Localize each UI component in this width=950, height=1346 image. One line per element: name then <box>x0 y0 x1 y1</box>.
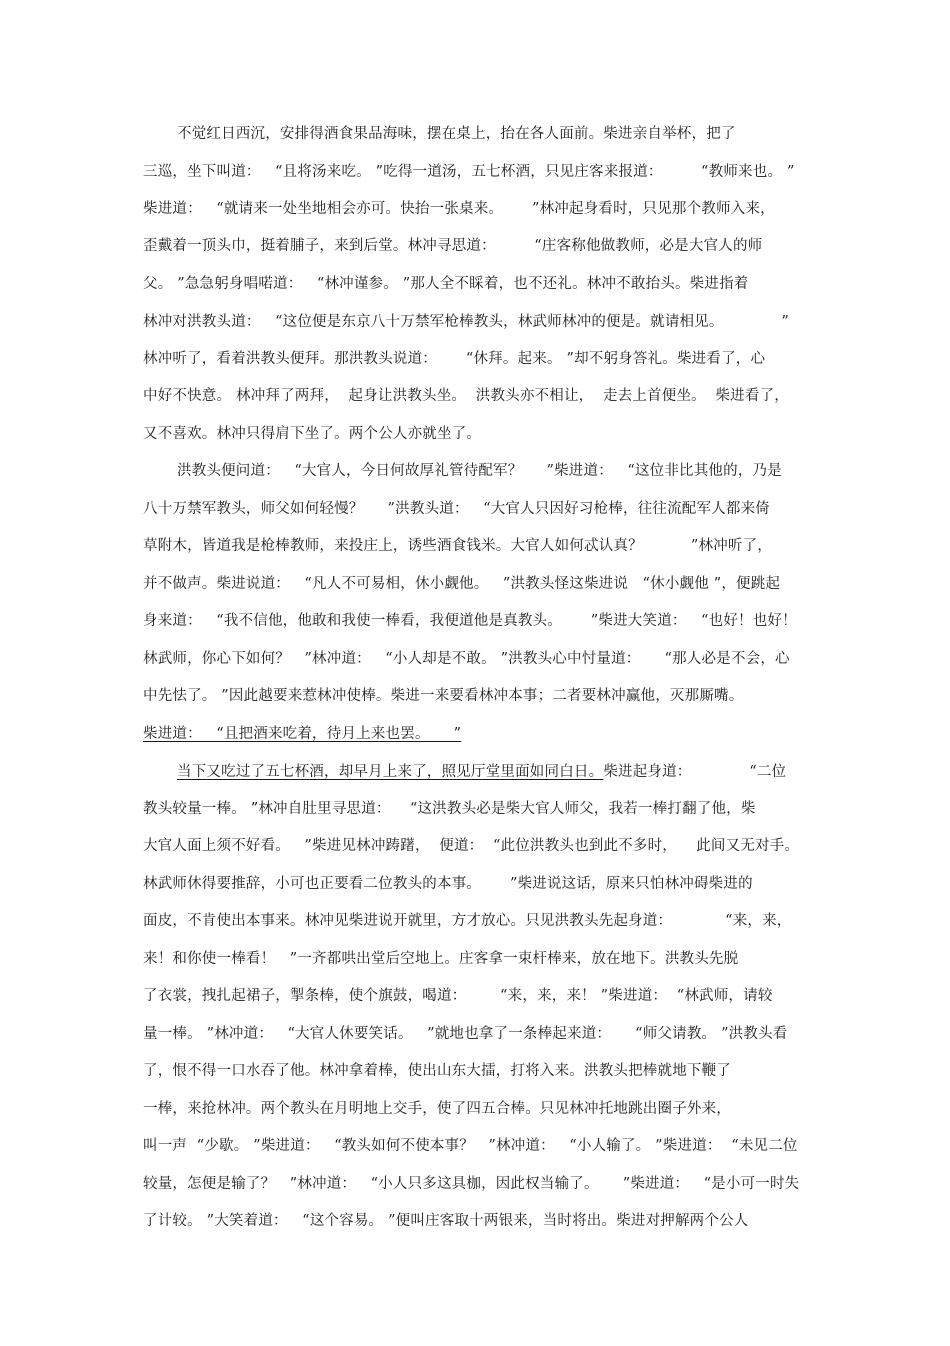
underlined-span: 当下又吃过了五七杯酒，却早月上来了，照见厅堂里面如同白日。 <box>177 764 604 780</box>
text-line: 身来道： “我不信他，他敢和我使一棒看，我便道他是真教头。 ”柴进大笑道： “也好！也好！ <box>143 613 797 629</box>
text-line: 洪教头便问道： “大官人，今日何故厚礼管待配军？ ”柴进道： “这位非比其他的，乃是 <box>177 463 782 479</box>
text-line: 林武师，你心下如何？ ”林冲道： “小人却是不敢。 ”洪教头心中忖量道： “那人必是不会，心 <box>143 651 790 667</box>
text-line: 八十万禁军教头，师父如何轻慢？ ”洪教头道： “大官人只因好习枪棒，往往流配军人都来倚 <box>143 501 770 517</box>
text-line: 又不喜欢。林冲只得肩下坐了。两个公人亦就坐了。 <box>143 426 482 442</box>
text-line: 了衣裳，拽扎起裙子，掣条棒，使个旗鼓，喝道： “来，来，来！ ”柴进道： “林武师，请较 <box>143 988 773 1004</box>
text-line: 不觉红日西沉，安排得酒食果品海味，摆在桌上，抬在各人面前。柴进亲自举杯，把了 <box>177 126 736 142</box>
text-line: 三巡，坐下叫道： “且将汤来吃。 ”吃得一道汤，五七杯酒，只见庄客来报道： “教师来也。 ” <box>143 164 795 180</box>
text-line: 来！和你使一棒看！ ”一齐都哄出堂后空地上。庄客拿一束杆棒来，放在地下。洪教头先脱 <box>143 951 739 967</box>
text-line: 叫一声 “少歇。 ”柴进道： “教头如何不使本事？ ”林冲道： “小人输了。 ”柴进道： “未见二位 <box>143 1138 798 1154</box>
text-line: 中先怯了。 ”因此越要来惹林冲使棒。柴进一来要看林冲本事；二者要林冲赢他，灭那厮嘴。 <box>143 688 744 704</box>
text-line: 并不做声。柴进说道： “凡人不可易相，休小觑他。 ”洪教头怪这柴进说 “休小觑他 ”，便跳起 <box>143 576 781 592</box>
text-line: 林武师休得要推辞，小可也正要看二位教头的本事。 ”柴进说这话，原来只怕林冲碍柴进的 <box>143 876 753 892</box>
text-line: 林冲对洪教头道： “这位便是东京八十万禁军枪棒教头，林武师林冲的便是。就请相见。 ” <box>143 314 789 330</box>
text-line: 林冲听了，看着洪教头便拜。那洪教头说道： “休拜。起来。 ”却不躬身答礼。柴进看了，心 <box>143 351 766 367</box>
text-line: 当下又吃过了五七杯酒，却早月上来了，照见厅堂里面如同白日。柴进起身道： “二位 <box>177 764 787 780</box>
text-line: 大官人面上须不好看。 ”柴进见林冲踌躇， 便道： “此位洪教头也到此不多时， 此间又无对手。 <box>143 838 800 854</box>
text-line: 较量，怎便是输了？ ”林冲道： “小人只多这具枷，因此权当输了。 ”柴进道： “是小可一时失 <box>143 1176 800 1192</box>
text-line: 歪戴着一顶头巾，挺着脯子，来到后堂。林冲寻思道： “庄客称他做教师，必是大官人的师 <box>143 238 763 254</box>
text-line: 父。 ”急急躬身唱喏道： “林冲谨参。 ”那人全不睬着，也不还礼。林冲不敢抬头。柴进指着 <box>143 276 749 292</box>
text-line: 柴进道： “就请来一处坐地相会亦可。快抬一张桌来。 ”林冲起身看时，只见那个教师入来， <box>143 201 775 217</box>
text-line: 教头较量一棒。 ”林冲自肚里寻思道： “这洪教头必是柴大官人师父，我若一棒打翻了他，柴 <box>143 801 756 817</box>
text-line: 了，恨不得一口水吞了他。林冲拿着棒，使出山东大擂，打将入来。洪教头把棒就地下鞭了 <box>143 1063 731 1079</box>
text-line: 面皮，不肯使出本事来。林冲见柴进说开就里，方才放心。只见洪教头先起身道： “来，来， <box>143 913 792 929</box>
text-line: 中好不快意。 林冲拜了两拜， 起身让洪教头坐。 洪教头亦不相让， 走去上首便坐。 柴进看了， <box>143 388 789 404</box>
underlined-line: 柴进道： “且把酒来吃着，待月上来也罢。 ” <box>143 726 462 742</box>
text-line: 了计较。 ”大笑着道： “这个容易。 ”便叫庄客取十两银来，当时将出。柴进对押解两个公人 <box>143 1213 749 1229</box>
text-line: 一棒，来抢林冲。两个教头在月明地上交手，使了四五合棒。只见林冲托地跳出圈子外来， <box>143 1101 731 1117</box>
text-line: 草附木，皆道我是枪棒教师，来投庄上，诱些酒食钱米。大官人如何忒认真？ ”林冲听了， <box>143 538 773 554</box>
text-line: 量一棒。 ”林冲道： “大官人休要笑话。 ”就地也拿了一条棒起来道： “师父请教。 ”洪教头看 <box>143 1026 788 1042</box>
